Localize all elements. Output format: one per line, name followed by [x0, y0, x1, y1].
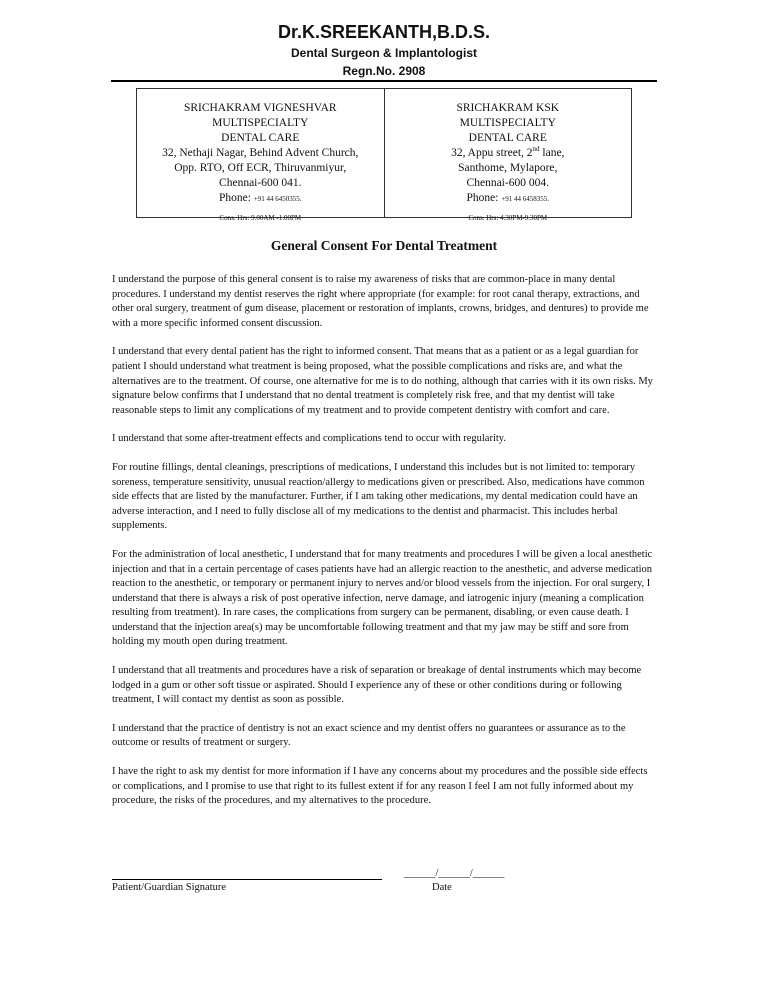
doctor-name: Dr.K.SREEKANTH,B.D.S.	[277, 22, 491, 42]
clinic-ksk	[384, 89, 632, 222]
signature-line[interactable]	[112, 879, 382, 880]
consent-paragraph: I understand that the practice of dentistry is not an exact science and my dentist offers no guarantees or assurance as to the outcome or results of treatment or surgery.	[112, 722, 626, 749]
clinic-address-line3: Chennai-600 004.	[466, 177, 549, 189]
clinic-name-line1: SRICHAKRAM KSK	[456, 102, 560, 114]
clinic-vigneshvar	[137, 89, 384, 222]
consent-paragraph: I understand that some after-treatment effects and complications tend to occur with regularity.	[112, 433, 506, 445]
document-title: General Consent For Dental Treatment	[270, 238, 498, 253]
address-lane: lane,	[539, 147, 565, 159]
phone-label: Phone:	[466, 192, 499, 204]
phone-number: +91 44 6450355.	[253, 195, 302, 203]
consent-paragraph: I understand that every dental patient has the right to informed consent. That means that as a patient or as a legal guardian for patient I should understand what treatment is being proposed, what the possible complications and risks are, and what the alternatives are to the treatment. Of course, one alternative for me is to do nothing, although that carries with it its own risks. My signature below confirms that I understand that no dental treatment is completely risk free, and that my dentist will take reasonable steps to limit any complications of my treatment and to provide competent dentistry with comfort and care.	[112, 346, 653, 416]
clinic-name-line1: SRICHAKRAM VIGNESHVAR	[183, 102, 337, 114]
clinic-phone	[137, 191, 384, 207]
consultation-hours: Cons. Hrs: 4.30PM-9.30PM	[468, 214, 548, 222]
date-label: Date	[432, 882, 452, 893]
clinic-name-line2: MULTISPECIALTY	[459, 117, 556, 129]
clinic-info-box	[136, 88, 632, 222]
clinic-name-line2: MULTISPECIALTY	[212, 117, 309, 129]
clinic-address-line1: 32, Nethaji Nagar, Behind Advent Church,	[162, 147, 359, 159]
signature-label: Patient/Guardian Signature	[112, 882, 227, 893]
header-divider	[111, 80, 657, 82]
consent-paragraph: For the administration of local anesthetic, I understand that for many treatments and procedures I will be given a local anesthetic injection and that in a certain percentage of cases patients have had an allergic reaction to the anesthetic, and adverse medication reaction to the anesthetic, or temporary or permanent injury to nerves and/or blood vessels from the injection. For oral surgery, I understand that there is always a risk of post operative infection, nerve damage, and iatrogenic injury (meaning a complication resulting from treatment). In rare cases, the complications from surgery can be permanent, disabling, or even cause death. I understand that the injection area(s) may be uncomfortable following treatment and that my jaw may be stiff and sore from holding my mouth open during treatment.	[112, 548, 653, 648]
clinic-name-line3: DENTAL CARE	[221, 132, 300, 144]
phone-label: Phone:	[218, 192, 251, 204]
clinic-address-line2: Santhome, Mylapore,	[458, 162, 558, 174]
clinic-phone	[385, 191, 632, 207]
ordinal-suffix: nd	[532, 145, 540, 154]
consultation-hours: Cons. Hrs: 9.00AM -1.00PM	[219, 214, 302, 222]
consent-body	[112, 273, 658, 823]
clinic-address-line3: Chennai-600 041.	[219, 177, 302, 189]
consent-paragraph: I understand that all treatments and procedures have a risk of separation or breakage of dental instruments which may become lodged in a gum or other soft tissue or aspirated. Should I experience any of these or other conditions during or following treatment, I will contact my dentist as soon as possible.	[112, 665, 642, 706]
date-field[interactable]: ______/______/______	[404, 868, 505, 879]
clinic-address-line1	[385, 146, 632, 161]
consent-paragraph: I understand the purpose of this general consent is to raise my awareness of risks that are common-place in many dental procedures. I understand my dentist reserves the right where appropriate (for example: for root canal therapy, extractions, and other oral surgery, treatment of gum disease, placement or restoration of implants, crowns, bridges, and dentures) to provide me with a more specific informed consent discussion.	[112, 274, 649, 329]
clinic-name-line3: DENTAL CARE	[468, 132, 547, 144]
registration-number: Regn.No. 2908	[342, 64, 426, 78]
phone-number: +91 44 6458355.	[501, 195, 550, 203]
doctor-title: Dental Surgeon & Implantologist	[290, 46, 477, 60]
clinic-address-line2: Opp. RTO, Off ECR, Thiruvanmiyur,	[174, 162, 347, 174]
consent-paragraph: I have the right to ask my dentist for more information if I have any concerns about my procedures and the possible side effects or complications, and I promise to use that right to its fullest extent if for any reason I feel I am not fully informed about my procedure, the risks of the procedures, and my alternatives to the procedure.	[112, 766, 648, 807]
address-street: 32, Appu street, 2	[451, 147, 533, 159]
consent-paragraph: For routine fillings, dental cleanings, prescriptions of medications, I understand this includes but is not limited to: temporary soreness, temperature sensitivity, unusual reaction/allergy to medications given or prescribed. Also, medications have common side effects that are listed by the manufacturer. Further, if I am taking other medications, my dental medication could have an adverse interaction, and I need to fully disclose all of my medications to the dentist and pharmacist. This includes herbal supplements.	[112, 461, 645, 532]
